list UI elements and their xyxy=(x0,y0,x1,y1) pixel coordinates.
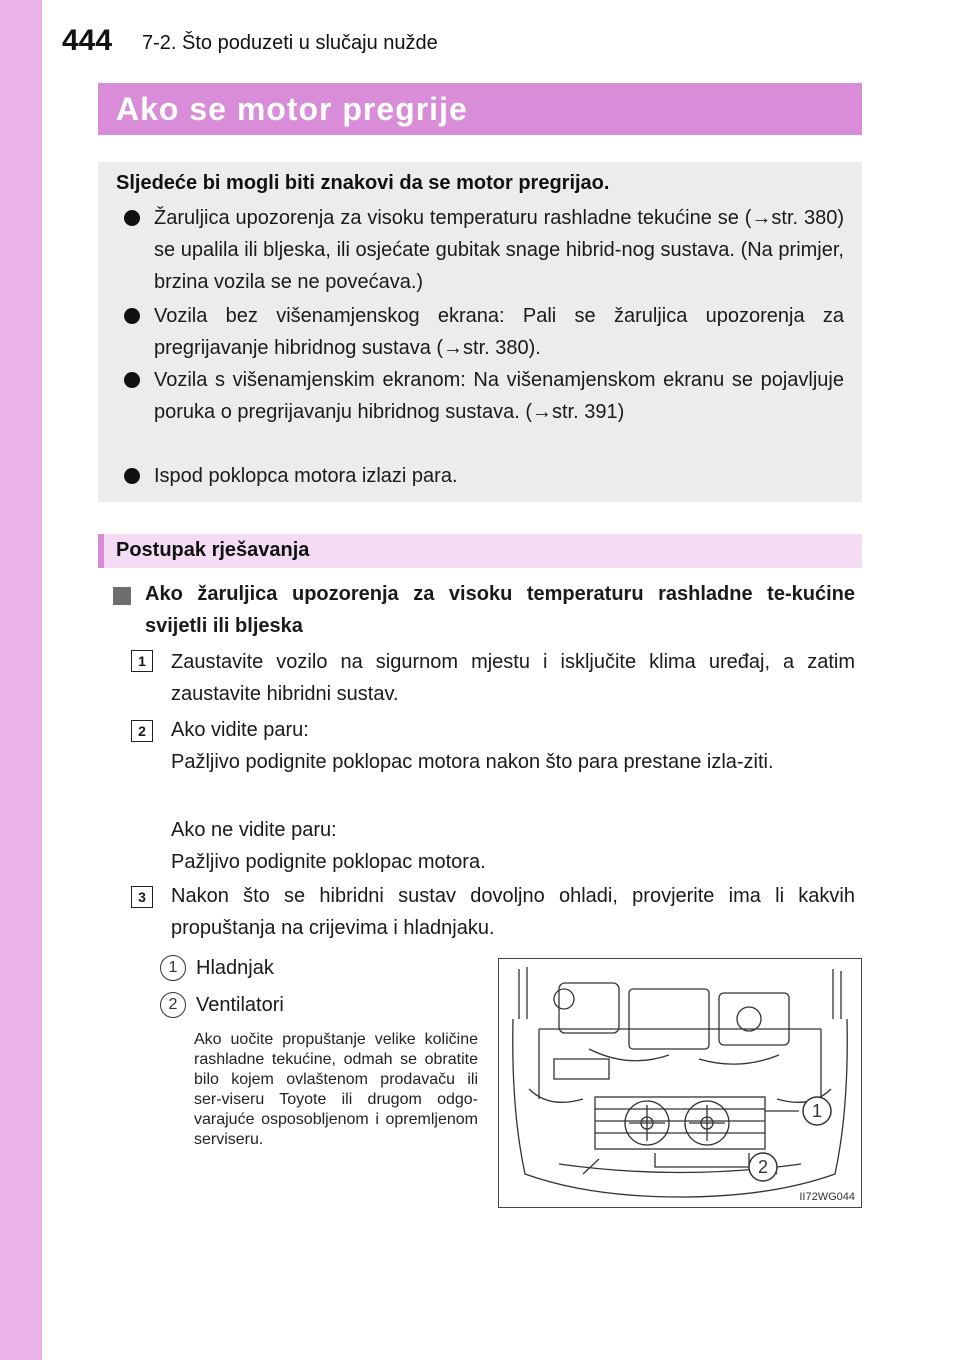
page-title: Ako se motor pregrije xyxy=(116,91,468,127)
figure-code: II72WG044 xyxy=(799,1191,855,1203)
engine-bay-illustration xyxy=(498,958,862,1208)
side-bar xyxy=(0,0,42,1360)
engine-bay-drawing xyxy=(499,959,861,1207)
step-number-box: 3 xyxy=(131,886,153,908)
step-text: Nakon što se hibridni sustav dovoljno ohladi, provjerite ima li kakvih propuštanja na crijevima i hladnjaku. xyxy=(171,885,855,939)
procedure-heading: Ako žaruljica upozorenja za visoku temperaturu rashladne te-kućine svijetli ili bljeska xyxy=(145,583,855,637)
section-header xyxy=(98,534,862,568)
bullet-icon xyxy=(124,372,140,388)
callout-1-label: 1 xyxy=(811,1101,823,1121)
step-text: Ako ne vidite paru: Pažljivo podignite poklopac motora. xyxy=(171,819,486,873)
leak-note: Ako uočite propuštanje velike količine rashladne tekućine, odmah se obratite bilo kojem ovlaštenom prodavaču ili ser-viseru Toyote ili drugom odgo-varajuće osposobljenom i opremljenom serviseru. xyxy=(194,1031,478,1148)
symptom-item: Žaruljica upozorenja za visoku temperaturu rashladne tekućine se (→str. 380) se upalila ili bljeska, ili osjećate gubitak snage hibrid-nog sustava. (Na primjer, brzina vozila se ne povećava.) xyxy=(124,202,844,298)
step-text: Ako vidite paru: Pažljivo podignite poklopac motora nakon što para prestane izla-ziti. xyxy=(171,719,774,773)
symptoms-box xyxy=(98,162,862,502)
legend-number: 1 xyxy=(160,955,186,981)
step-number-box: 2 xyxy=(131,720,153,742)
legend-label: Hladnjak xyxy=(196,957,274,979)
symptom-item: Vozila s višenamjenskim ekranom: Na višenamjenskom ekranu se pojavljuje poruka o pregrijavanju hibridnog sustava. (→str. 391) xyxy=(124,364,844,428)
square-bullet-icon xyxy=(113,587,131,605)
title-banner xyxy=(98,83,862,135)
page-number: 444 xyxy=(62,24,113,57)
symptoms-intro: Sljedeće bi mogli biti znakovi da se motor pregrijao. xyxy=(116,172,610,194)
step-text: Zaustavite vozilo na sigurnom mjestu i isključite klima uređaj, a zatim zaustavite hibridni sustav. xyxy=(171,651,855,705)
symptom-item: Vozila bez višenamjenskog ekrana: Pali se žaruljica upozorenja za pregrijavanje hibridnog sustava (→str. 380). xyxy=(124,300,844,364)
chapter-title: 7-2. Što poduzeti u slučaju nužde xyxy=(142,32,438,54)
legend-label: Ventilatori xyxy=(196,994,284,1016)
legend-number: 2 xyxy=(160,992,186,1018)
bullet-icon xyxy=(124,468,140,484)
bullet-icon xyxy=(124,210,140,226)
section-title: Postupak rješavanja xyxy=(116,539,310,561)
step-number-box: 1 xyxy=(131,650,153,672)
symptom-item: Ispod poklopca motora izlazi para. xyxy=(124,460,844,492)
callout-2-label: 2 xyxy=(757,1157,769,1177)
bullet-icon xyxy=(124,308,140,324)
